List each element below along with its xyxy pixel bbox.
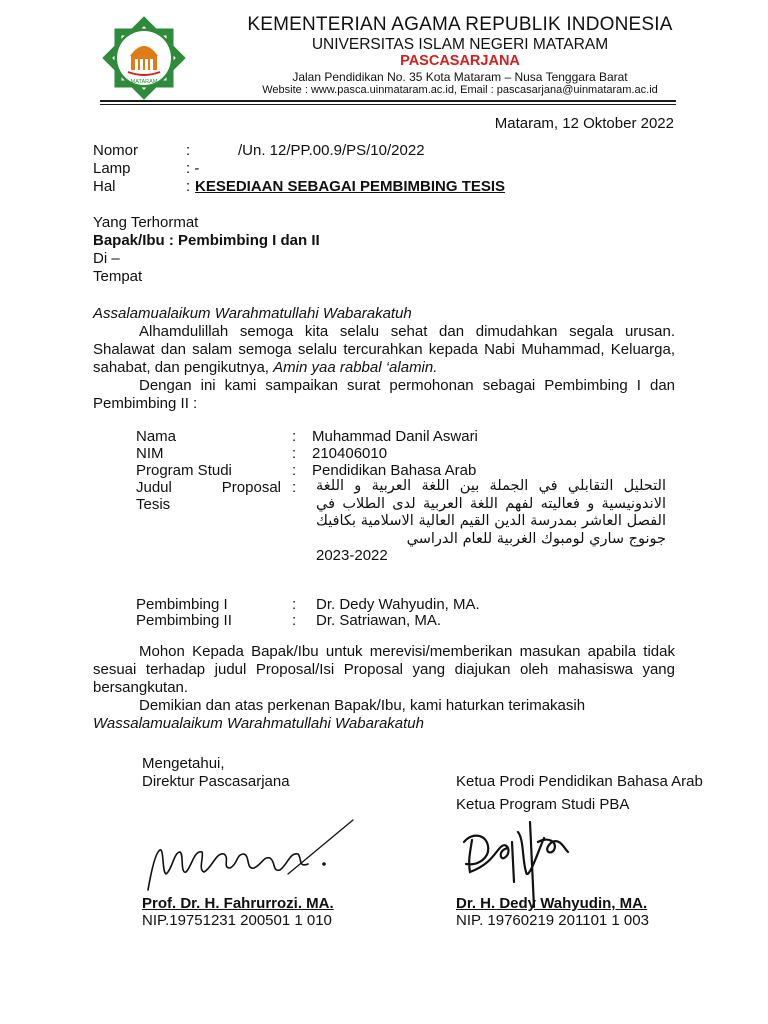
left-signatory-title-1: Mengetahui, [142,755,225,772]
nomor-value: /Un. 12/PP.00.9/PS/10/2022 [238,142,425,159]
faculty-name: PASCASARJANA [400,53,520,69]
recipient-line-3: Di – [93,250,120,267]
right-signatory-title-1: Ketua Prodi Pendidikan Bahasa Arab [456,773,703,790]
university-name: UNIVERSITAS ISLAM NEGERI MATARAM [311,36,609,53]
closing-salam: Wassalamualaikum Warahmatullahi Wabarakatuh [93,715,424,732]
prodi-label: Program Studi [136,462,232,479]
hal-value: KESEDIAAN SEBAGAI PEMBIMBING TESIS [195,178,506,195]
nomor-colon: : [186,142,191,159]
nama-value: Muhammad Danil Aswari [312,428,478,445]
judul-colon: : [292,479,297,496]
left-signatory-title-2: Direktur Pascasarjana [142,773,290,790]
address: Jalan Pendidikan No. 35 Kota Mataram – Nusa Tenggara Barat [292,70,628,84]
judul-value: التحليل التقابلي في الجملة بين اللغة العربية و اللغة الاندونيسية و فعاليته لفهم اللغة العربية لدى الطلاب في الفصل العاشر بمدرسة الدين القيم العالية الاسلامية بكافيك جونوج ساري لومبوك الغربية للعام الدراسي [316,478,666,547]
judul-label: Judul Proposal [136,479,281,496]
pembimbing2-label: Pembimbing II [136,612,232,629]
right-signatory-title-2: Ketua Program Studi PBA [456,796,630,813]
pembimbing2-colon: : [292,612,297,629]
paragraph-3: Mohon Kepada Bapak/Ibu untuk merevisi/memberikan masukan apabila tidak sesuai terhadap judul Proposal/Isi Proposal yang diajukan oleh mahasiswa yang bersangkutan. [93,643,675,696]
greeting: Assalamualaikum Warahmatullahi Wabarakatuh [93,305,412,322]
nim-colon: : [292,445,297,462]
judul-year: 2023-2022 [316,547,388,564]
header-rule-thin [100,104,676,105]
prodi-colon: : [292,462,297,479]
paragraph-1-text: Alhamdulillah semoga kita selalu sehat dan dimudahkan segala urusan. Shalawat dan salam semoga selalu tercurahkan kepada Nabi Muhammad, Keluarga, sahabat, dan pengikutnya, [93,323,675,376]
paragraph-4: Demikian dan atas perkenan Bapak/Ibu, kami haturkan terimakasih [139,697,586,714]
left-signature [138,812,368,902]
paragraph-1-italic: Amin yaa rabbal ‘alamin. [273,359,438,376]
left-signatory-nip: NIP.19751231 200501 1 010 [142,912,332,929]
prodi-value: Pendidikan Bahasa Arab [312,462,477,479]
pembimbing1-label: Pembimbing I [136,596,228,613]
right-signatory-name: Dr. H. Dedy Wahyudin, MA. [456,895,648,912]
lamp-value: : - [186,160,200,177]
recipient-line-2: Bapak/Ibu : Pembimbing I dan II [93,232,320,249]
recipient-line-1: Yang Terhormat [93,214,199,231]
right-signatory-nip: NIP. 19760219 201101 1 003 [456,912,649,929]
pembimbing2-value: Dr. Satriawan, MA. [316,612,442,629]
lamp-label: Lamp [93,160,131,177]
nim-label: NIM [136,445,164,462]
paragraph-1 [93,323,675,377]
logo-text: MATARAM [130,79,158,85]
header-rule-thick [100,100,676,102]
nim-value: 210406010 [312,445,388,462]
paragraph-2: Dengan ini kami sampaikan surat permohonan sebagai Pembimbing I dan Pembimbing II : [93,377,675,412]
university-logo [98,12,190,104]
recipient-line-4: Tempat [93,268,143,285]
nomor-label: Nomor [93,142,139,159]
pembimbing1-value: Dr. Dedy Wahyudin, MA. [316,596,480,613]
contact-info: Website : www.pasca.uinmataram.ac.id, Email : pascasarjana@uinmataram.ac.id [262,84,658,96]
nama-label: Nama [136,428,177,445]
left-signatory-name: Prof. Dr. H. Fahrurrozi. MA. [142,895,334,912]
letter-date: Mataram, 12 Oktober 2022 [494,115,674,132]
judul-label-2: Tesis [136,496,171,513]
ministry-name: KEMENTERIAN AGAMA REPUBLIK INDONESIA [247,14,673,35]
pembimbing1-colon: : [292,596,297,613]
hal-label: Hal [93,178,116,195]
nama-colon: : [292,428,297,445]
hal-colon: : [186,178,191,195]
